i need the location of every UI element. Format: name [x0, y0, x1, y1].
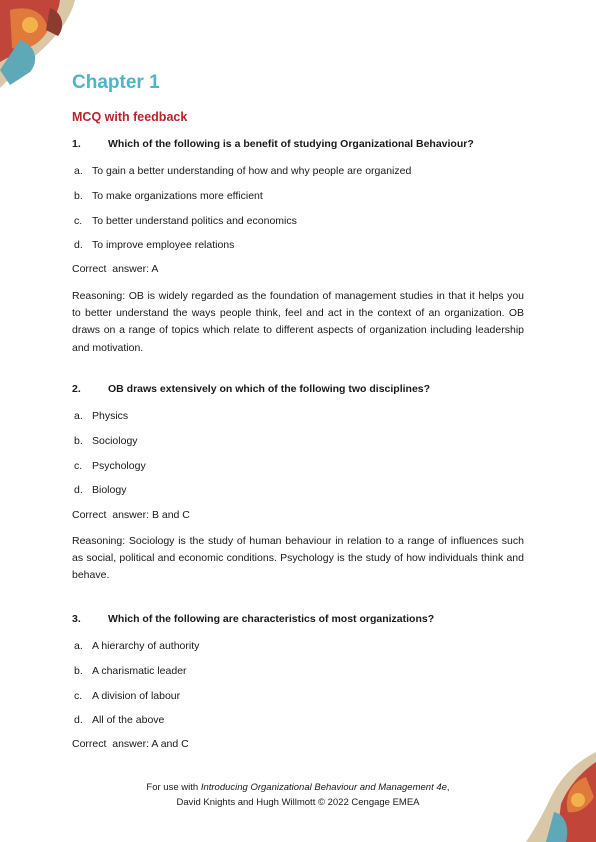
- option-b: [72, 190, 411, 215]
- option-letter: c.: [74, 459, 83, 472]
- option-a: [72, 640, 199, 665]
- option-c: [72, 215, 411, 240]
- option-letter: a.: [74, 165, 83, 177]
- option-text: Psychology: [92, 459, 146, 472]
- question-1: [72, 138, 532, 150]
- option-text: To better understand politics and economics: [92, 214, 297, 227]
- option-letter: c.: [74, 214, 83, 227]
- options-list-2: [72, 410, 146, 509]
- option-letter: b.: [74, 434, 83, 447]
- option-c: [72, 690, 199, 715]
- option-c: [72, 460, 146, 485]
- question-number: 2.: [72, 383, 81, 395]
- option-text: To gain a better understanding of how and why people are organized: [92, 165, 412, 177]
- option-a: [72, 165, 411, 190]
- option-letter: d.: [74, 714, 83, 727]
- correct-answer-1: Correct answer: A: [72, 263, 159, 275]
- option-d: [72, 484, 146, 509]
- correct-answer-2: Correct answer: B and C: [72, 509, 190, 521]
- correct-answer-3: Correct answer: A and C: [72, 738, 189, 750]
- option-letter: c.: [74, 689, 83, 702]
- footer-line-2: David Knights and Hugh Willmott © 2022 Cengage EMEA: [176, 797, 420, 808]
- question-number: 3.: [72, 613, 81, 625]
- option-text: A charismatic leader: [92, 664, 187, 677]
- question-text: OB draws extensively on which of the following two disciplines?: [108, 383, 431, 395]
- options-list-1: [72, 165, 411, 264]
- question-3: [72, 613, 532, 625]
- footer-line-1: [0, 780, 596, 795]
- option-letter: b.: [74, 189, 83, 202]
- chapter-title: Chapter 1: [72, 72, 160, 93]
- option-letter: a.: [74, 410, 83, 422]
- option-text: To improve employee relations: [92, 239, 235, 252]
- option-letter: b.: [74, 664, 83, 677]
- question-text: Which of the following are characteristics of most organizations?: [108, 613, 435, 625]
- option-b: [72, 435, 146, 460]
- option-text: To make organizations more efficient: [92, 189, 263, 202]
- option-a: [72, 410, 146, 435]
- option-b: [72, 665, 199, 690]
- option-letter: d.: [74, 484, 83, 497]
- option-text: A division of labour: [92, 689, 181, 702]
- question-text: Which of the following is a benefit of studying Organizational Behaviour?: [108, 138, 474, 150]
- reasoning-2: Reasoning: Sociology is the study of human behaviour in relation to a range of influences such as social, political and economic conditions. Psychology is the study of how individuals think and behave.: [72, 535, 524, 582]
- option-text: Physics: [92, 410, 129, 422]
- option-text: A hierarchy of authority: [92, 640, 200, 652]
- option-text: Sociology: [92, 434, 138, 447]
- option-letter: a.: [74, 640, 83, 652]
- question-number: 1.: [72, 138, 81, 150]
- footer-prefix: For use with: [146, 782, 201, 793]
- option-d: [72, 239, 411, 264]
- footer-book-title: Introducing Organizational Behaviour and Management 4e: [200, 782, 447, 793]
- reasoning-1: Reasoning: OB is widely regarded as the foundation of management studies in that it helps you to better understand the ways people think, feel and act in the context of an organization. OB draws on a range of topics which relate to different aspects of organization including leadership and motivation.: [72, 290, 524, 354]
- section-title: MCQ with feedback: [72, 110, 188, 124]
- option-text: Biology: [92, 484, 127, 497]
- option-d: [72, 714, 199, 739]
- option-letter: d.: [74, 239, 83, 252]
- option-text: All of the above: [92, 714, 165, 727]
- page-footer: [0, 780, 596, 810]
- options-list-3: [72, 640, 199, 739]
- question-2: [72, 383, 532, 395]
- footer-suffix: ,: [446, 782, 450, 793]
